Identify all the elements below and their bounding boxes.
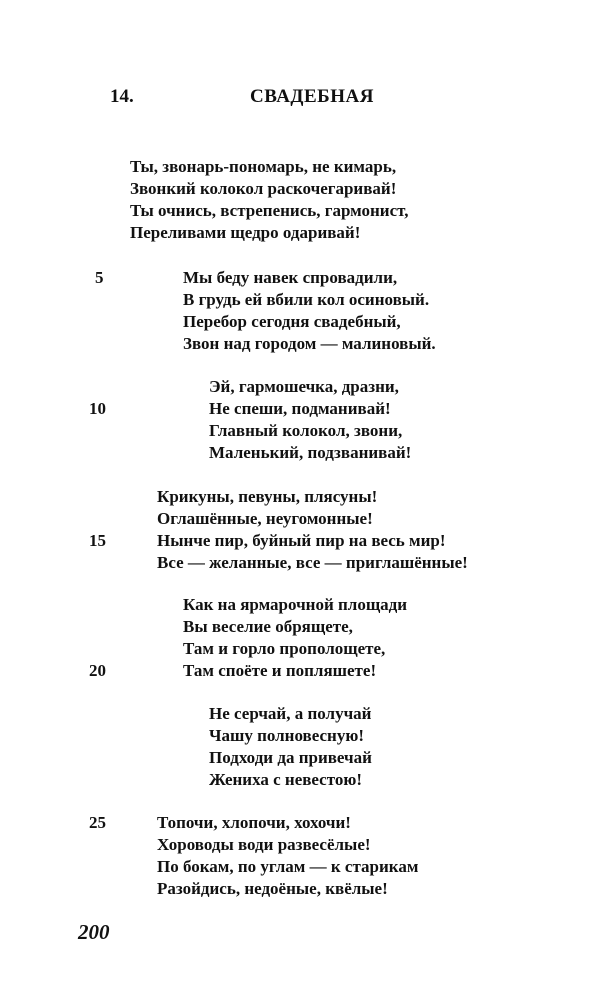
line-number: 25: [89, 813, 106, 832]
line-number: 20: [89, 661, 106, 680]
poem-title: СВАДЕБНАЯ: [250, 86, 374, 107]
poem-line: Разойдись, недоёные, квёлые!: [157, 879, 388, 898]
poem-line: Не серчай, а получай: [209, 704, 372, 723]
poem-line: Звонкий колокол раскочегаривай!: [130, 179, 397, 198]
poem-number: 14.: [110, 86, 134, 107]
poem-line: Главный колокол, звони,: [209, 421, 403, 440]
poem-line: Ты очнись, встрепенись, гармонист,: [130, 201, 409, 220]
poem-line: Хороводы води развесёлые!: [157, 835, 371, 854]
poem-line: Эй, гармошечка, дразни,: [209, 377, 399, 396]
poem-line: Крикуны, певуны, плясуны!: [157, 487, 378, 506]
line-number: 15: [89, 531, 106, 550]
poem-line: Подходи да привечай: [209, 748, 372, 767]
poem-line: Нынче пир, буйный пир на весь мир!: [157, 531, 446, 550]
poem-line: Как на ярмарочной площади: [183, 595, 408, 614]
poem-line: Там споёте и попляшете!: [183, 661, 377, 680]
line-number: 5: [95, 268, 104, 287]
poem-line: Маленький, подзванивай!: [209, 443, 412, 462]
poem-line: Там и горло прополощете,: [183, 639, 386, 658]
poem-line: Топочи, хлопочи, хохочи!: [157, 813, 351, 832]
poem-line: Оглашённые, неугомонные!: [157, 509, 373, 528]
poem-line: Жениха с невестою!: [209, 770, 362, 789]
poem-line: В грудь ей вбили кол осиновый.: [183, 290, 430, 309]
line-number: 10: [89, 399, 106, 418]
poem-line: Мы беду навек спровадили,: [183, 268, 398, 287]
poem-line: Вы веселие обрящете,: [183, 617, 353, 636]
poem-line: Переливами щедро одаривай!: [130, 223, 361, 242]
poem-line: По бокам, по углам — к старикам: [157, 857, 419, 876]
page-number: 200: [78, 920, 110, 944]
poem-line: Не спеши, подманивай!: [209, 399, 391, 418]
poem-line: Все — желанные, все — приглашённые!: [157, 553, 468, 572]
poem-line: Чашу полновесную!: [209, 726, 364, 745]
poem-line: Ты, звонарь-пономарь, не кимарь,: [130, 157, 397, 176]
poem-line: Звон над городом — малиновый.: [183, 334, 436, 353]
poem-line: Перебор сегодня свадебный,: [183, 312, 401, 331]
